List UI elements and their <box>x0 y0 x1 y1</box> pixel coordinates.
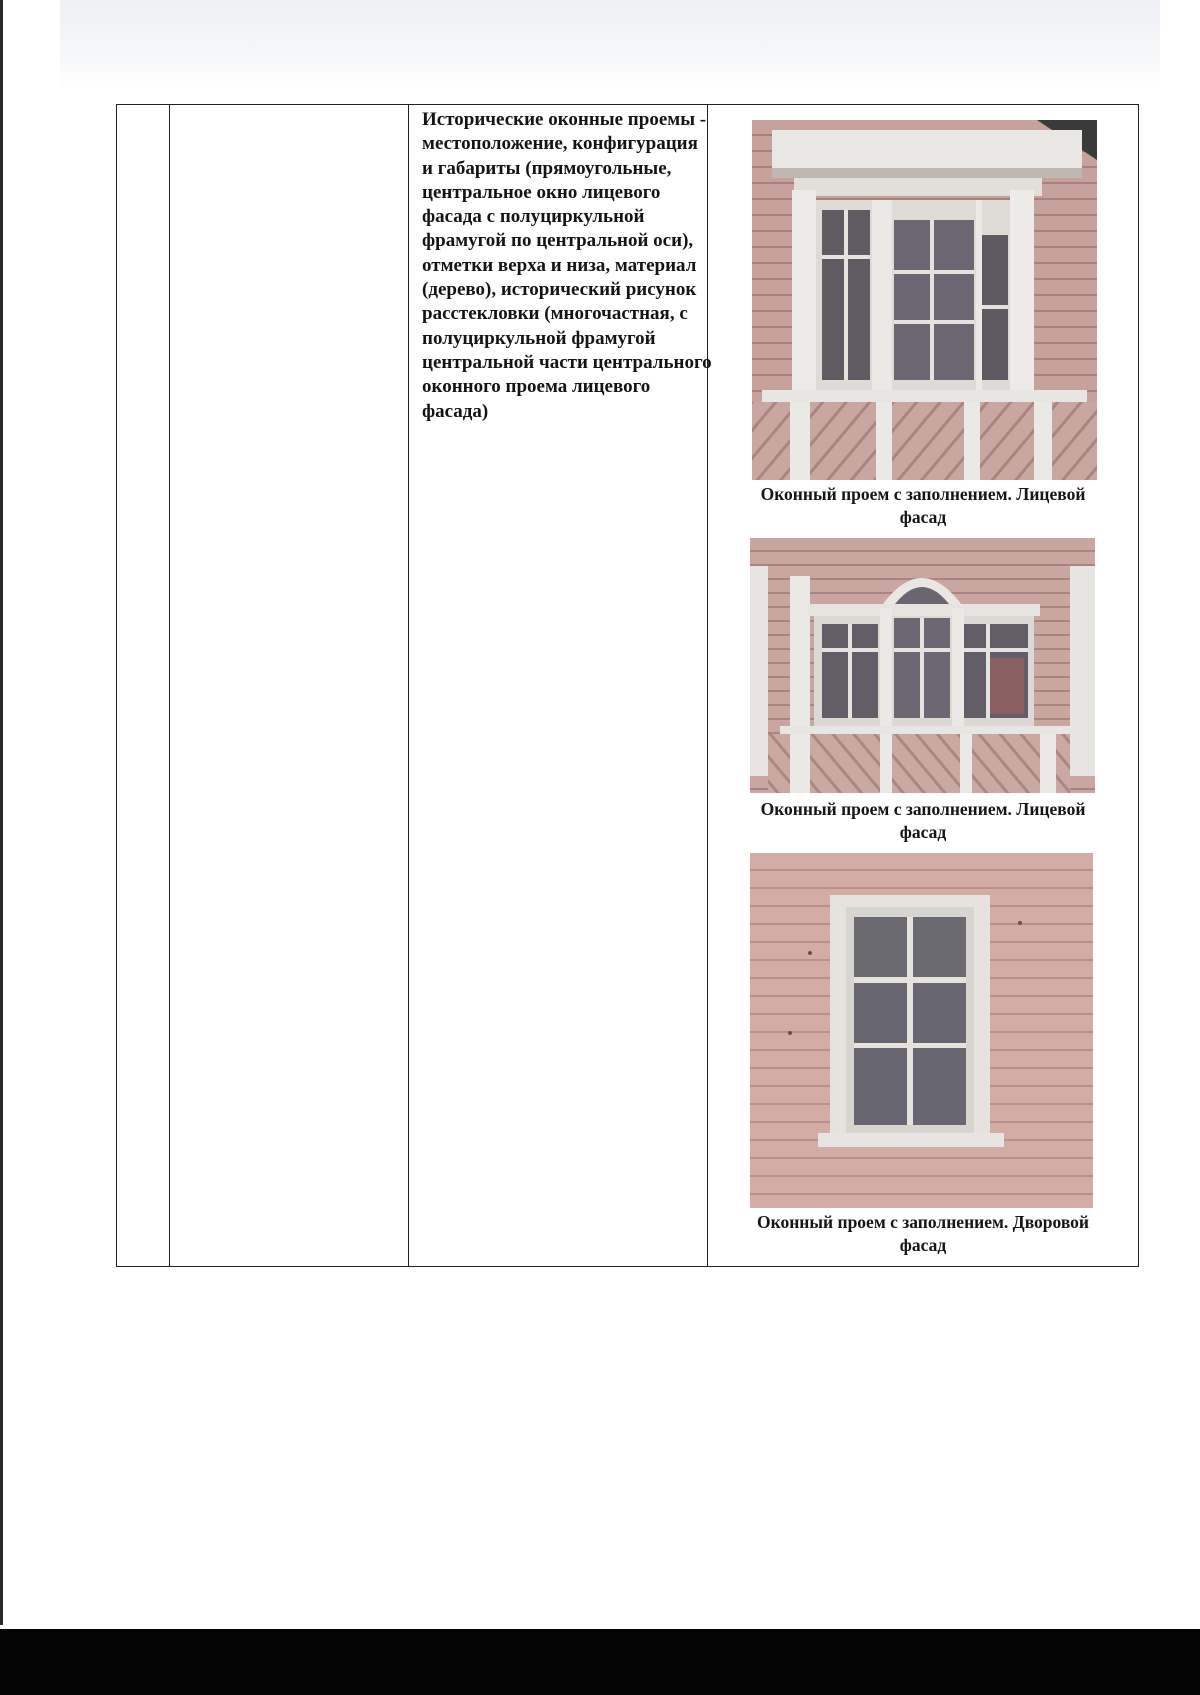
col-border-5 <box>1138 104 1139 1267</box>
description-text: Исторические оконные проемы - местоположение, конфигурация и габариты (прямоугольные, центральное окно лицевого фасада с полуциркульной фрамугой по центральной оси), отметки верха и низа, материал (дерево), исторический рисунок расстекловки (многочастная, с полуциркульной фрамугой центральной части центрального оконного проема лицевого фасада) <box>422 109 712 422</box>
scan-shadow <box>60 0 1160 90</box>
table-top-border <box>116 104 1139 105</box>
col-border-2 <box>169 104 170 1267</box>
caption-line: фасад <box>899 1235 947 1255</box>
col-border-1 <box>116 104 117 1267</box>
caption-line: Оконный проем с заполнением. Лицевой <box>760 799 1086 819</box>
caption-line: фасад <box>899 507 947 527</box>
table-bottom-border <box>116 1266 1139 1267</box>
caption-line: Оконный проем с заполнением. Лицевой <box>760 484 1086 504</box>
col-border-3 <box>408 104 409 1267</box>
photo-courtyard-window <box>750 853 1093 1208</box>
caption-line: фасад <box>899 822 947 842</box>
photo-caption-1 <box>710 483 1136 529</box>
photo-caption-3 <box>710 1211 1136 1257</box>
scan-bottom-border <box>0 1629 1200 1695</box>
caption-line: Оконный проем с заполнением. Дворовой <box>756 1212 1090 1232</box>
scan-edge <box>0 0 3 1625</box>
photo-facade-window-1 <box>752 120 1097 480</box>
photo-caption-2 <box>710 798 1136 844</box>
photo-facade-window-2 <box>750 538 1095 793</box>
